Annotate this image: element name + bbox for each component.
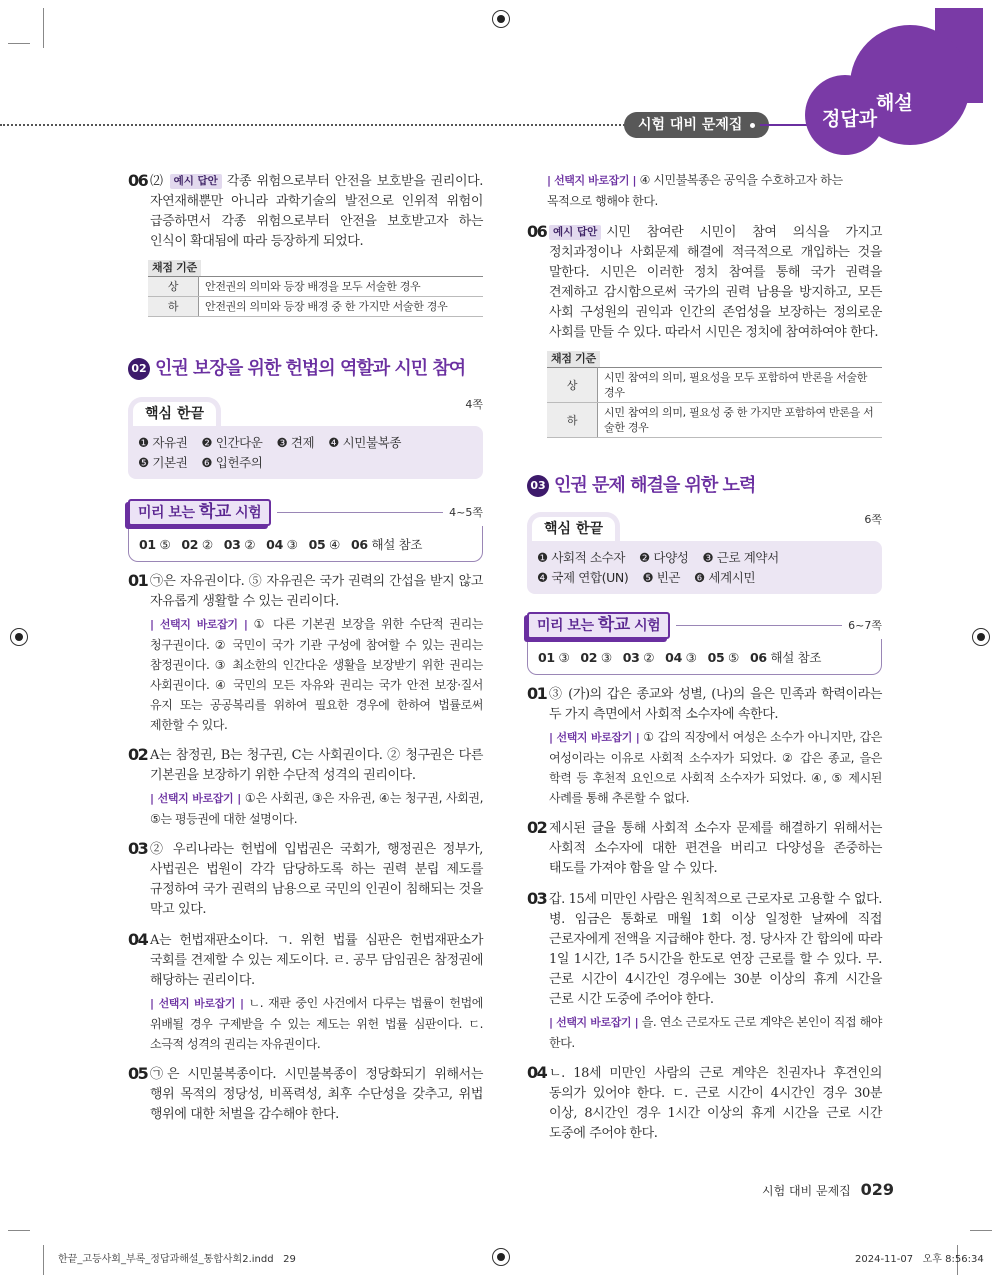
preview-answer xyxy=(224,536,255,553)
slug-timestamp: 2024-11-07 오후 8:56:34 xyxy=(855,1254,984,1265)
example-answer-badge: 예시 답안 xyxy=(170,174,222,189)
tab-text-emphasis: 학교 xyxy=(198,502,231,522)
preview-answer xyxy=(139,536,170,553)
header-dotted-rule xyxy=(0,124,625,126)
answer-item xyxy=(128,840,483,920)
answer-item-06 xyxy=(128,172,483,252)
criteria-row xyxy=(148,297,483,317)
answer-item xyxy=(128,746,483,829)
preview-answer xyxy=(181,536,212,553)
answer-choice: ⑤ xyxy=(159,537,171,552)
registration-mark-icon xyxy=(492,10,510,28)
registration-mark-icon xyxy=(492,1248,510,1266)
preview-answer xyxy=(309,536,340,553)
correction-label: | 선택지 바로잡기 | xyxy=(150,618,254,631)
item-number: 04 xyxy=(527,1063,547,1082)
correction-label: | 선택지 바로잡기 | xyxy=(549,1016,642,1029)
key-summary-item: ❷ 다양성 xyxy=(639,550,689,565)
item-number: 02 xyxy=(128,745,148,764)
answer-text: 제시된 글을 통해 사회적 소수자 문제를 해결하기 위해서는 사회적 소수자에 대한 편견을 버리고 다양성을 존중하는 태도를 가져야 함을 알 수 있다. xyxy=(549,821,882,876)
key-summary-item: ❺ 빈곤 xyxy=(642,570,681,585)
key-summary-items xyxy=(527,541,882,594)
series-label xyxy=(624,112,769,138)
tab-text: 미리 보는 xyxy=(138,505,199,521)
item-number: 04 xyxy=(128,930,148,949)
answer-number: 03 xyxy=(223,537,241,552)
item-number: 06 xyxy=(128,171,148,190)
page-reference: 4쪽 xyxy=(465,398,483,411)
answer-item xyxy=(527,685,882,808)
answer-choice: ④ xyxy=(329,537,340,552)
correction-note xyxy=(549,1012,882,1053)
key-summary-item: ❷ 인간다운 xyxy=(201,435,263,450)
answer-number: 04 xyxy=(266,537,283,552)
answer-text: ② 우리나라는 헌법에 입법권은 국회가, 행정권은 정부가, 사법권은 법원이 각각 담당하도록 하는 권력 분립 제도를 규정하여 국가 권력의 남용으로 국민의 인권이 침해되는 것을 막고 있다. xyxy=(150,842,483,917)
grade: 상 xyxy=(148,277,199,297)
title-part1: 정답과 xyxy=(822,108,878,130)
answer-item-06 xyxy=(527,223,882,343)
section-number: 03 xyxy=(527,475,549,497)
answer-choice: ② xyxy=(201,537,213,552)
correction-text: ① 갑의 직장에서 여성은 소수가 아니지만, 갑은 여성이라는 이유로 사회적 소수자가 되었다. ② 갑은 종교, 을은 학력 등 후천적 요인으로 사회적 소수자가 되었다. ④, ⑤ 제시된 사례를 통해 추론할 수 없다. xyxy=(549,730,883,805)
example-answer-badge: 예시 답안 xyxy=(549,225,601,240)
correction-note xyxy=(150,993,483,1054)
title-part2: 해설 xyxy=(876,92,913,114)
slug-filename: 한끝_고등사회_부록_정답과해설_통합사회2.indd 29 xyxy=(58,1254,296,1265)
answer-number: 02 xyxy=(181,537,199,552)
key-summary-items xyxy=(128,426,483,479)
page-reference: 6쪽 xyxy=(864,513,882,526)
criteria-row xyxy=(547,368,882,403)
sub-question-marker: ⑵ xyxy=(150,174,165,189)
key-summary-tab: 핵심 한끝 xyxy=(527,512,620,541)
answer-choice: ③ xyxy=(558,650,570,665)
criteria-label: 채점 기준 xyxy=(148,260,201,276)
key-summary-box xyxy=(128,397,483,479)
divider xyxy=(277,512,443,513)
item-number: 03 xyxy=(527,889,547,908)
series-label-text: 시험 대비 문제집 xyxy=(638,117,743,133)
answer-text: ㉠은 시민불복종이다. 시민불복종이 정당화되기 위해서는 행위 목적의 정당성, 비폭력성, 최후 수단성을 갖추고, 위법 행위에 대한 처벌을 감수해야 한다. xyxy=(150,1067,483,1122)
correction-text: ①은 사회권, ③은 자유권, ④는 청구권, 사회권, ⑤는 평등권에 대한 설명이다. xyxy=(150,791,483,826)
key-summary-header xyxy=(527,512,882,541)
key-summary-header xyxy=(128,397,483,426)
correction-label: | 선택지 바로잡기 | xyxy=(549,731,643,744)
page-reference: 4~5쪽 xyxy=(449,505,483,519)
item-number: 02 xyxy=(527,818,547,837)
section-title: 인권 문제 해결을 위한 노력 xyxy=(554,475,756,496)
key-summary-item: ❸ 근로 계약서 xyxy=(702,550,779,565)
answer-text: A는 헌법재판소이다. ㄱ. 위헌 법률 심판은 헌법재판소가 국회를 견제할 수 있는 제도이다. ㄹ. 공무 담임권은 참정권에 해당하는 권리이다. xyxy=(150,933,483,988)
correction-label: | 선택지 바로잡기 | xyxy=(150,792,245,805)
correction-label: | 선택지 바로잡기 | xyxy=(547,174,640,187)
grade: 상 xyxy=(547,368,598,403)
answer-item xyxy=(527,890,882,1053)
key-summary-tab: 핵심 한끝 xyxy=(128,397,221,426)
book-name: 시험 대비 문제집 xyxy=(762,1184,851,1198)
item-number: 01 xyxy=(527,684,547,703)
section-title: 인권 보장을 위한 헌법의 역할과 시민 참여 xyxy=(155,358,466,379)
preview-test-header xyxy=(527,612,882,639)
answer-choice: ③ xyxy=(685,650,697,665)
grade: 하 xyxy=(148,297,199,317)
answer-item xyxy=(128,1065,483,1125)
answer-text: 각종 위험으로부터 안전을 보호받을 권리이다. 자연재해뿐만 아니라 과학기술의 발전으로 인위적 위험이 급증하면서 각종 위험으로부터 안전을 보호받고자 하는 인식이 확대됨에 따라 등장하게 되었다. xyxy=(150,174,483,249)
answer-choice: ② xyxy=(244,537,256,552)
correction-note xyxy=(549,727,882,808)
tab-text: 시험 xyxy=(230,505,262,521)
preview-test-header xyxy=(128,499,483,526)
section-number: 02 xyxy=(128,358,150,380)
key-summary-item: ❹ 국제 연합(UN) xyxy=(537,570,629,585)
right-answer-list xyxy=(527,685,882,1144)
crop-mark xyxy=(8,43,30,44)
crop-mark xyxy=(970,1230,992,1231)
left-column xyxy=(128,172,483,1125)
preview-answers xyxy=(538,649,873,666)
crop-mark xyxy=(43,8,44,48)
preview-answer xyxy=(580,649,611,666)
preview-answer xyxy=(665,649,696,666)
grading-criteria-table xyxy=(547,351,882,438)
section-heading-03 xyxy=(527,474,882,498)
answer-choice: ③ xyxy=(286,537,298,552)
answer-item xyxy=(527,1064,882,1144)
correction-note xyxy=(150,788,483,829)
preview-answer xyxy=(351,536,422,553)
key-summary-box xyxy=(527,512,882,594)
answer-number: 04 xyxy=(665,650,682,665)
correction-text: ① 다른 기본권 보장을 위한 수단적 권리는 청구권이다. ② 국민이 국가 기관 구성에 참여할 수 있는 권리는 참정권이다. ③ 최소한의 인간다운 생활을 보장받기 위한 권리는 사회권이다. ④ 국민의 모든 자유와 권리는 국가 안전 보장·질서 유지 또는 공공복리를 위하여 필요한 경우에 한하여 법률로써 제한할 수 있다. xyxy=(150,617,483,732)
preview-answer xyxy=(750,649,821,666)
answer-number: 06 xyxy=(350,537,368,552)
answer-number: 03 xyxy=(622,650,640,665)
key-summary-item: ❶ 자유권 xyxy=(138,435,188,450)
criteria-text: 안전권의 의미와 등장 배경 중 한 가지만 서술한 경우 xyxy=(199,297,484,317)
answer-choice: ③ xyxy=(600,650,612,665)
correction-note xyxy=(547,170,882,211)
answer-item xyxy=(527,819,882,879)
section-heading-02 xyxy=(128,357,483,381)
answer-choice: ② xyxy=(643,650,655,665)
page-number: 029 xyxy=(860,1180,895,1199)
tab-text: 시험 xyxy=(629,618,661,634)
criteria-text: 시민 참여의 의미, 필요성을 모두 포함하여 반론을 서술한 경우 xyxy=(598,368,883,403)
crop-mark xyxy=(8,1230,30,1231)
header-rule xyxy=(760,124,810,126)
answer-choice: 해설 참조 xyxy=(770,650,822,665)
preview-answer xyxy=(538,649,569,666)
answer-number: 05 xyxy=(707,650,725,665)
preview-answer xyxy=(266,536,297,553)
key-summary-item: ❹ 시민불복종 xyxy=(328,435,401,450)
preview-answer xyxy=(708,649,739,666)
left-answer-list xyxy=(128,572,483,1125)
criteria-text: 시민 참여의 의미, 필요성 중 한 가지만 포함하여 반론을 서술한 경우 xyxy=(598,403,883,438)
divider xyxy=(676,625,842,626)
correction-text: ㄴ. 재판 중인 사건에서 다루는 법률이 헌법에 위배될 경우 구제받을 수 있는 제도는 위헌 법률 심판이다. ㄷ. 소극적 성격의 권리는 자유권이다. xyxy=(150,996,483,1051)
item-number: 01 xyxy=(128,571,148,590)
registration-mark-icon xyxy=(10,628,28,646)
answer-text: 시민 참여란 시민이 참여 의식을 가지고 정치과정이나 사회문제 해결에 적극적으로 개입하는 것을 말한다. 시민은 이러한 정치 참여를 통해 국가 권력을 견제하고 감시함으로써 국가의 권력 남용을 방지하고, 모든 사회 구성원의 권익과 인간의 존엄성을 보장하는 정의로운 사회를 만들 수 있다. 따라서 시민은 정치에 참여하여야 한다. xyxy=(549,225,882,340)
tab-text: 미리 보는 xyxy=(537,618,598,634)
running-footer xyxy=(762,1180,894,1199)
answer-choice: 해설 참조 xyxy=(371,537,423,552)
preview-test-box xyxy=(128,499,483,562)
answer-text: ㉠은 자유권이다. ⑤ 자유권은 국가 권력의 간섭을 받지 않고 자유롭게 생활할 수 있는 권리이다. xyxy=(150,574,483,609)
preview-answer xyxy=(623,649,654,666)
preview-answers xyxy=(139,536,474,553)
key-summary-item: ❺ 기본권 xyxy=(138,455,188,470)
correction-text: 을. 연소 근로자도 근로 계약은 본인이 직접 해야 한다. xyxy=(549,1015,882,1050)
right-column xyxy=(527,170,882,1144)
key-summary-item: ❶ 사회적 소수자 xyxy=(537,550,626,565)
preview-answers-box xyxy=(527,639,882,675)
preview-test-box xyxy=(527,612,882,675)
grading-criteria-table xyxy=(148,260,483,317)
answer-text: ㄴ. 18세 미만인 사람의 근로 계약은 친권자나 후견인의 동의가 있어야 한다. ㄷ. 근로 시간이 4시간인 경우 30분 이상, 8시간인 경우 1시간 이상의 휴게 시간을 근로 시간 도중에 주어야 한다. xyxy=(549,1066,882,1141)
key-summary-item: ❸ 견제 xyxy=(276,435,315,450)
item-number: 03 xyxy=(128,839,148,858)
page-reference: 6~7쪽 xyxy=(848,618,882,632)
answer-text: A는 참정권, B는 청구권, C는 사회권이다. ② 청구권은 다른 기본권을 보장하기 위한 수단적 성격의 권리이다. xyxy=(150,748,483,783)
answer-text: ③ (가)의 갑은 종교와 성별, (나)의 을은 민족과 학력이라는 두 가지 측면에서 사회적 소수자에 속한다. xyxy=(549,687,882,722)
item-number: 06 xyxy=(527,222,547,241)
correction-note xyxy=(150,614,483,735)
crop-mark xyxy=(43,1245,44,1275)
answer-number: 02 xyxy=(580,650,598,665)
answer-number: 01 xyxy=(538,650,555,665)
answer-item xyxy=(128,572,483,735)
criteria-row xyxy=(547,403,882,438)
tab-text-emphasis: 학교 xyxy=(597,615,630,635)
preview-test-tab xyxy=(128,499,271,526)
answer-number: 05 xyxy=(308,537,326,552)
criteria-label: 채점 기준 xyxy=(547,351,600,367)
preview-test-tab xyxy=(527,612,670,639)
item-number: 05 xyxy=(128,1064,148,1083)
criteria-row xyxy=(148,277,483,297)
answer-choice: ⑤ xyxy=(728,650,739,665)
key-summary-item: ❻ 세계시민 xyxy=(694,570,756,585)
correction-text: ④ 시민불복종은 공익을 수호하고자 하는 목적으로 행해야 한다. xyxy=(547,173,843,208)
preview-answers-box xyxy=(128,526,483,562)
answer-number: 01 xyxy=(139,537,156,552)
answer-number: 06 xyxy=(749,650,767,665)
criteria-text: 안전권의 의미와 등장 배경을 모두 서술한 경우 xyxy=(199,277,484,297)
correction-label: | 선택지 바로잡기 | xyxy=(150,997,249,1010)
grade: 하 xyxy=(547,403,598,438)
answer-text: 갑. 15세 미만인 사람은 원칙적으로 근로자로 고용할 수 없다. 병. 임금은 통화로 매월 1회 이상 일정한 날짜에 직접 근로자에게 전액을 지급해야 한다. 정. 당사자 간 합의에 따라 1일 1시간, 1주 5시간을 한도로 연장 근로를 할 수 있다. 무. 근로 시간이 4시간인 경우에는 30분 이상의 휴게 시간을 근로 시간 도중에 주어야 한다. xyxy=(549,892,882,1007)
dot-icon xyxy=(750,123,755,128)
answer-item xyxy=(128,931,483,1054)
registration-mark-icon xyxy=(972,628,990,646)
key-summary-item: ❻ 입헌주의 xyxy=(201,455,263,470)
